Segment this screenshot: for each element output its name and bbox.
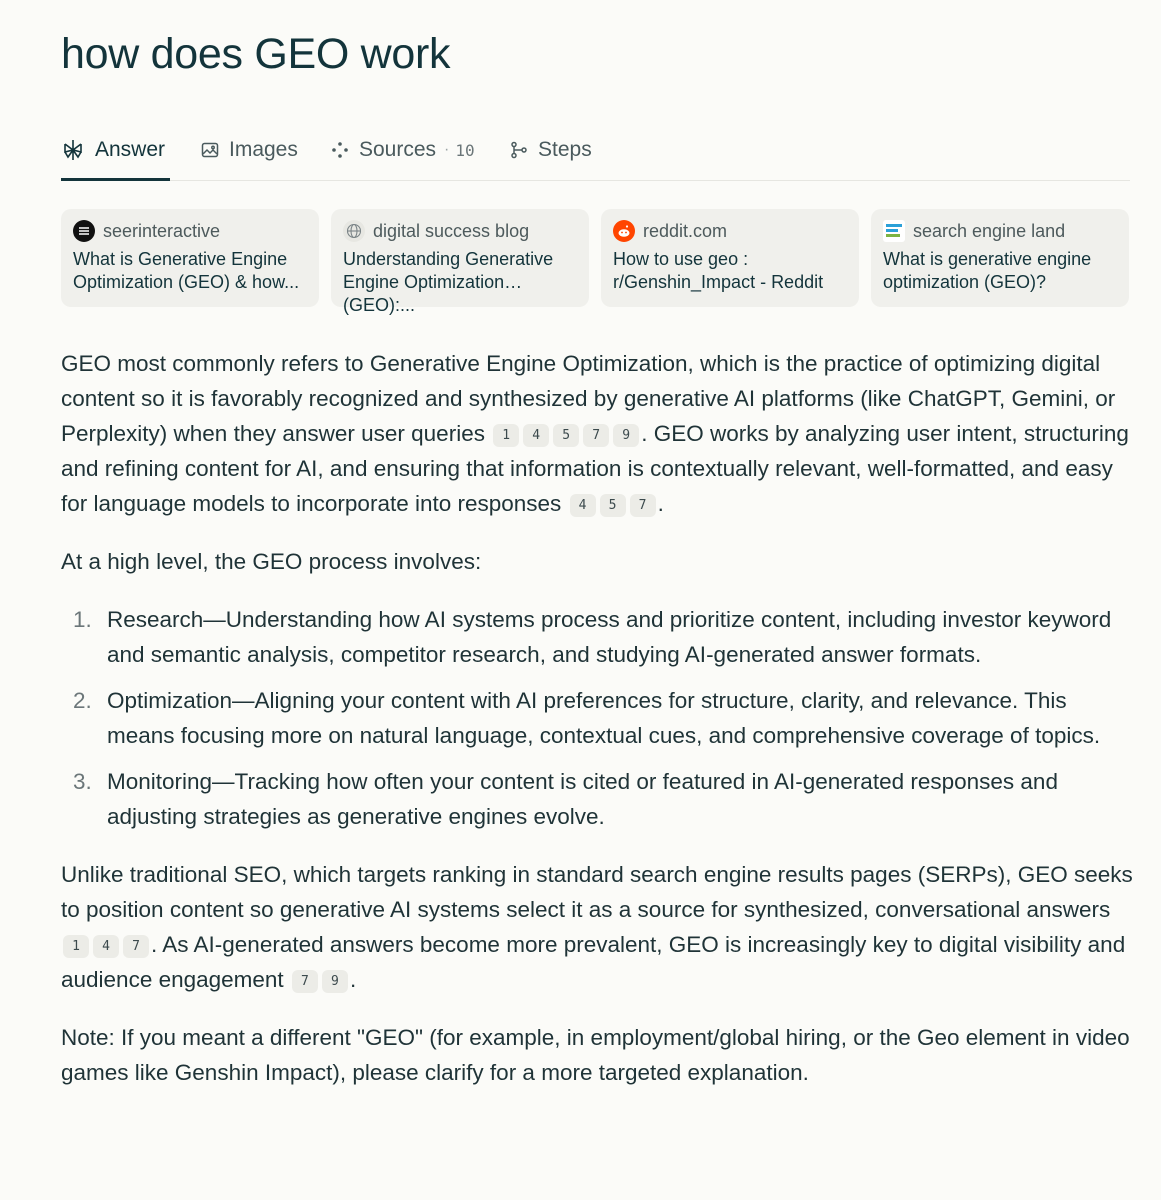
page-title: how does GEO work	[61, 30, 451, 78]
citation-badge[interactable]: 1	[63, 935, 89, 958]
source-site: reddit.com	[643, 220, 728, 241]
tab-answer-label: Answer	[95, 138, 166, 161]
process-steps-list	[61, 602, 1133, 834]
globe-icon	[343, 220, 365, 242]
answer-paragraph: GEO most commonly refers to Generative Engine Optimization, which is the practice of optimizing digital content so it is favorably recognized and synthesized by generative AI platforms (like ChatGPT, Gemini, or Perplexity) when they answer user queries 1 4 5 7 9 . GEO works by analyzing user intent, structuring and refining content for AI, and ensuring that information is contextually relevant, well-formatted, and easy for language models to incorporate into responses 4 5 7 .	[61, 351, 1129, 516]
citation-badge[interactable]: 1	[493, 424, 519, 447]
source-title: How to use geo : r/Genshin_Impact - Reddit	[613, 249, 824, 292]
source-site: seerinteractive	[103, 220, 221, 241]
source-site: digital success blog	[373, 220, 530, 241]
steps-icon	[510, 141, 528, 159]
citation-badge[interactable]: 7	[292, 970, 318, 993]
citation-badge[interactable]: 7	[630, 494, 656, 517]
citation-badge[interactable]: 7	[583, 424, 609, 447]
citation-badge[interactable]: 5	[553, 424, 579, 447]
reddit-favicon-icon	[613, 220, 635, 242]
answer-paragraph: At a high level, the GEO process involves:	[61, 549, 482, 574]
tab-steps-label: Steps	[538, 138, 592, 161]
tab-sources-label: Sources	[359, 138, 437, 161]
source-card[interactable]	[331, 209, 589, 315]
source-card[interactable]	[601, 209, 859, 307]
tab-steps[interactable]	[510, 120, 592, 180]
source-site: search engine land	[913, 220, 1066, 241]
source-title: Understanding Generative Engine Optimization (GEO):...	[343, 249, 554, 315]
tab-images-label: Images	[229, 138, 298, 161]
seerinteractive-favicon-icon	[73, 220, 95, 242]
list-item: 2. Optimization—Aligning your content with AI preferences for structure, clarity, and relevance. This means focusing more on natural language, contextual cues, and comprehensive coverage of topics.	[73, 688, 1101, 748]
answer-paragraph: Unlike traditional SEO, which targets ranking in standard search engine results pages (SERPs), GEO seeks to position content so generative AI systems select it as a source for synthesized, conversational answers 1 4 7 . As AI-generated answers become more prevalent, GEO is increasingly key to digital visibility and audience engagement 7 9 .	[61, 862, 1133, 992]
citation-badge[interactable]: 7	[123, 935, 149, 958]
citation-badge[interactable]: 4	[93, 935, 119, 958]
citation-badge[interactable]: 5	[600, 494, 626, 517]
list-item: 1. Research—Understanding how AI systems process and prioritize content, including investor keyword and semantic analysis, competitor research, and studying AI-generated answer formats.	[73, 607, 1112, 667]
search-engine-land-favicon-icon	[883, 220, 905, 242]
source-title: What is Generative Engine Optimization (GEO) & how...	[73, 249, 300, 292]
citation-badge[interactable]: 9	[322, 970, 348, 993]
image-icon	[201, 141, 219, 159]
source-card[interactable]	[871, 209, 1129, 307]
answer-logo-icon	[61, 138, 85, 162]
tab-images[interactable]	[201, 120, 298, 180]
tab-sources[interactable]	[331, 120, 475, 180]
answer-paragraph: Note: If you meant a different "GEO" (for example, in employment/global hiring, or the Geo element in video games like Genshin Impact), please clarify for a more targeted explanation.	[61, 1025, 1130, 1085]
citation-badge[interactable]: 4	[523, 424, 549, 447]
list-item: 3. Monitoring—Tracking how often your content is cited or featured in AI-generated responses and adjusting strategies as generative engines evolve.	[73, 769, 1058, 829]
source-cards	[61, 209, 1130, 315]
source-title: What is generative engine optimization (GEO)?	[883, 249, 1092, 292]
source-card[interactable]	[61, 209, 319, 307]
citation-badge[interactable]: 4	[570, 494, 596, 517]
tab-answer[interactable]	[61, 120, 165, 180]
sources-icon	[331, 141, 349, 159]
citation-badge[interactable]: 9	[613, 424, 639, 447]
answer-body	[61, 346, 1133, 1113]
result-tabs	[61, 120, 1130, 181]
active-tab-indicator	[61, 178, 170, 181]
separator-dot: ·	[444, 141, 450, 158]
sources-count: 10	[455, 140, 475, 160]
